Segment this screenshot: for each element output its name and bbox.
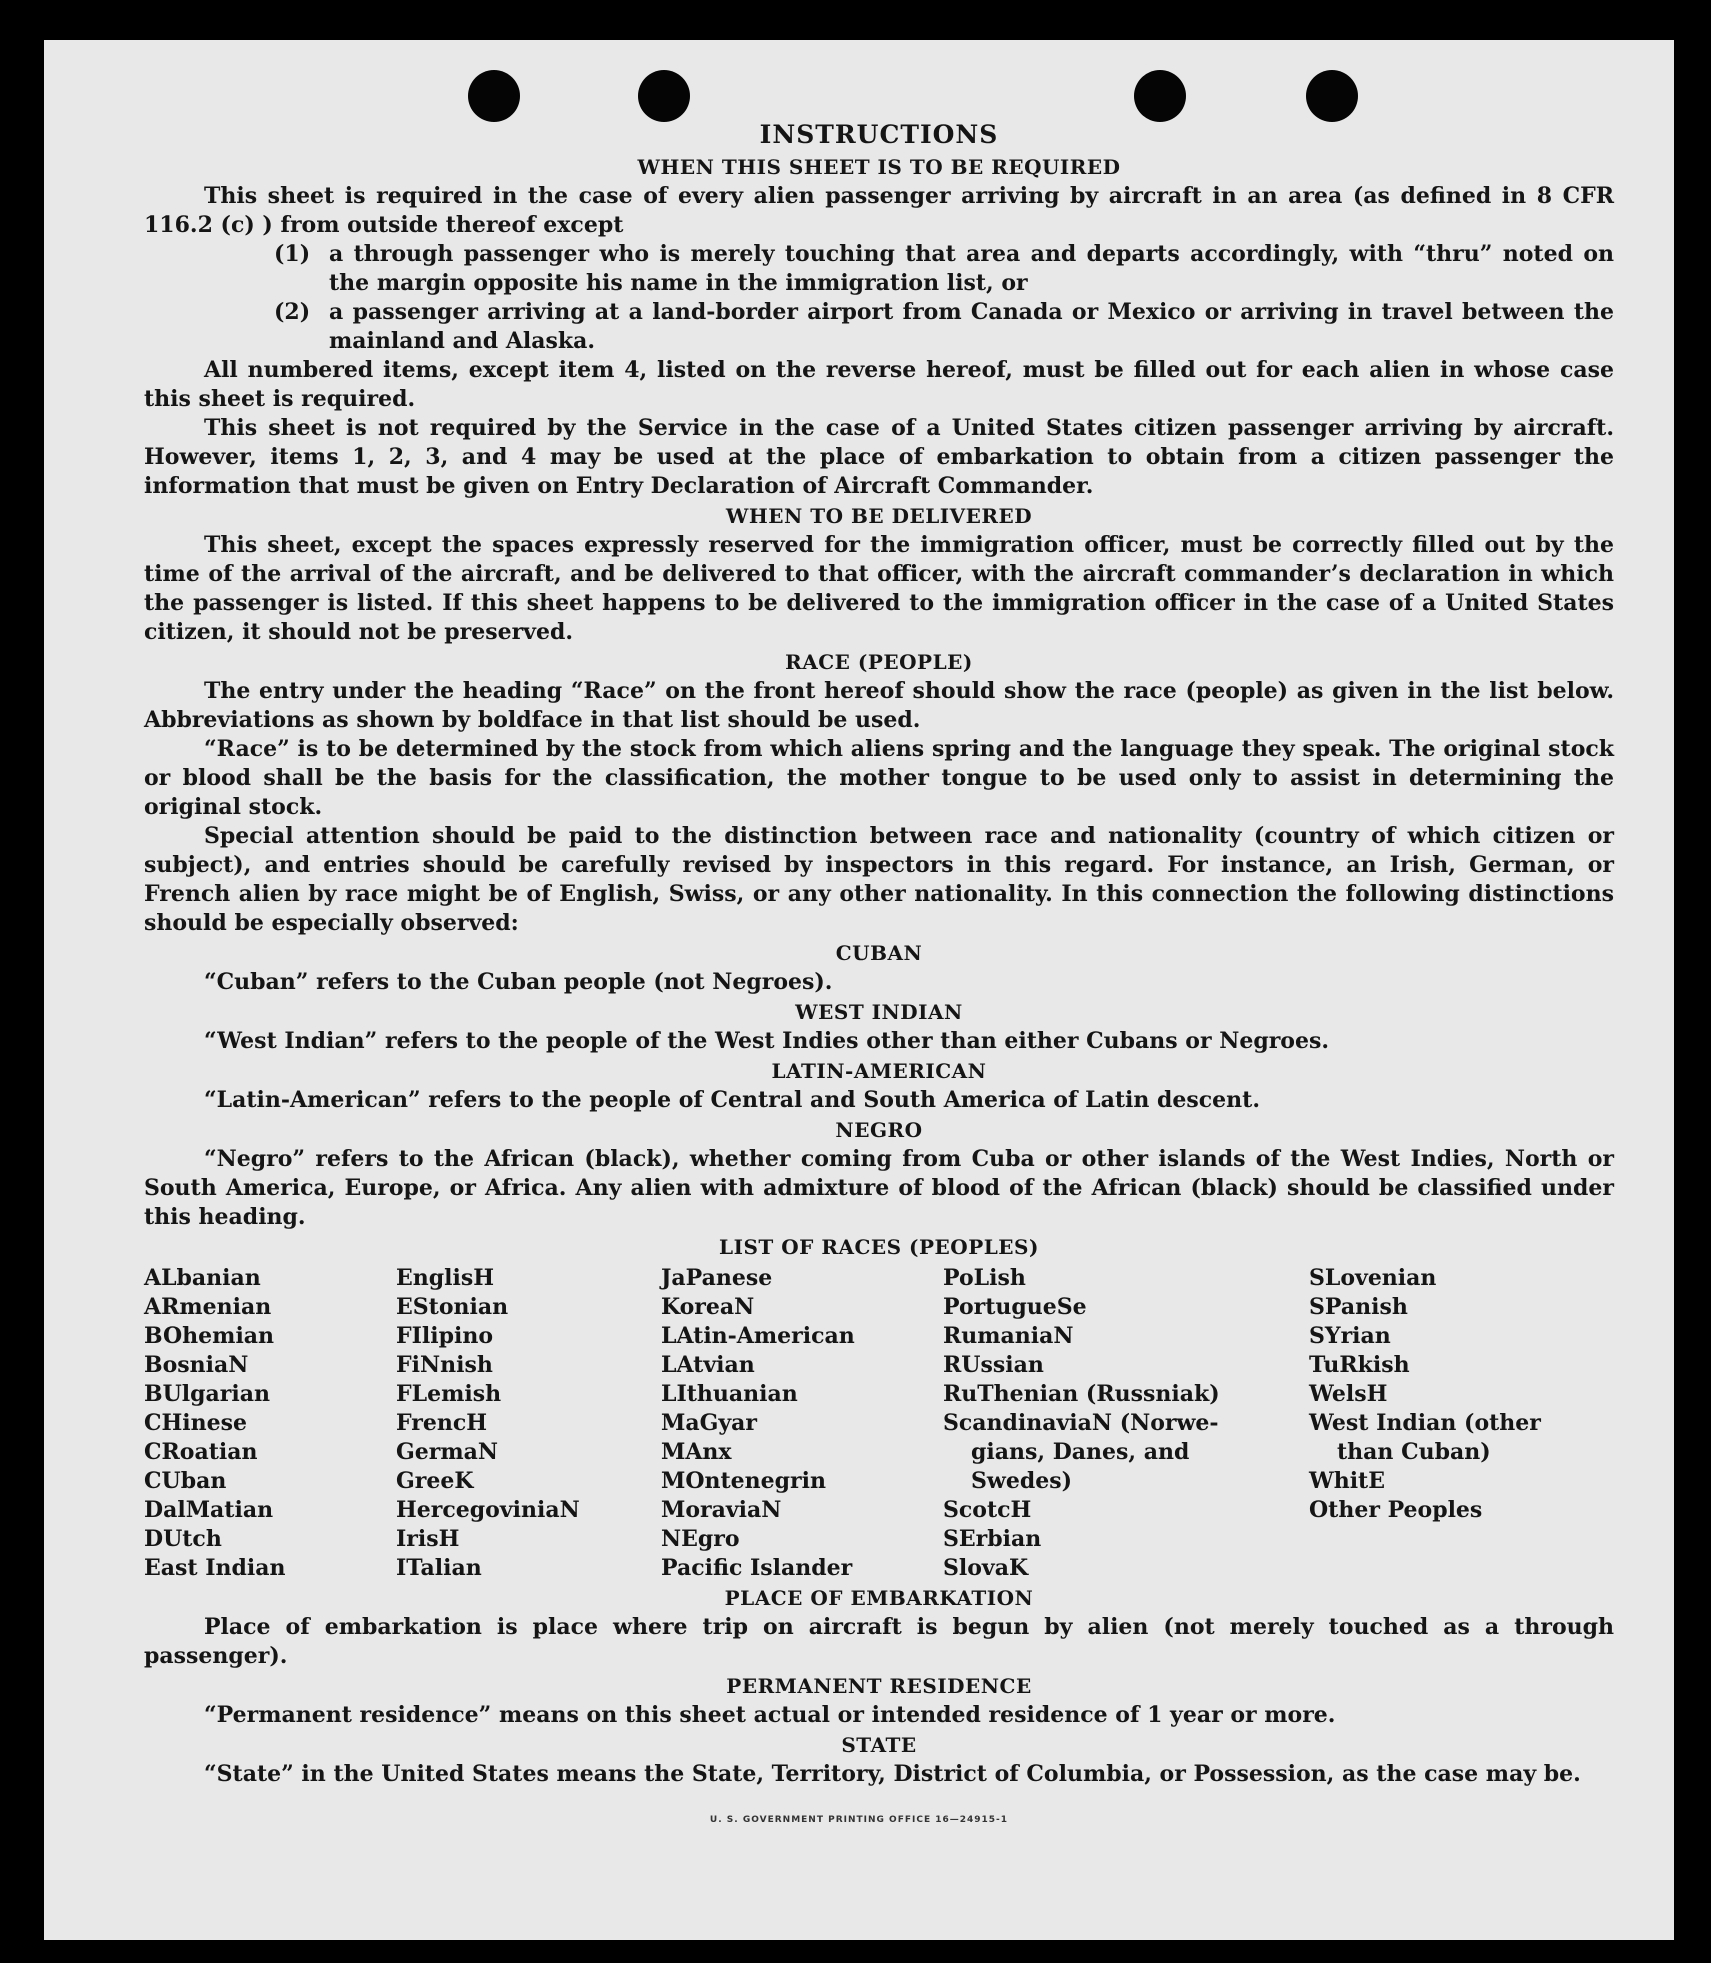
race-entry: Pacific Islander <box>661 1555 853 1581</box>
race-entry: ARmenian <box>144 1294 272 1320</box>
punch-hole <box>1306 70 1358 122</box>
race-entry: MOntenegrin <box>661 1468 826 1494</box>
section-heading: WEST INDIAN <box>795 1000 963 1024</box>
race-entry: FiNnish <box>396 1352 493 1378</box>
race-entry: WelsH <box>1309 1381 1388 1407</box>
race-entry: FIlipino <box>396 1323 494 1349</box>
race-entry: IrisH <box>396 1526 460 1552</box>
race-entry: Other Peoples <box>1309 1497 1483 1523</box>
race-entry: SYrian <box>1309 1323 1391 1349</box>
race-entry: gians, Danes, and <box>971 1439 1190 1465</box>
section-heading: RACE (PEOPLE) <box>785 650 973 674</box>
race-entry: MAnx <box>661 1439 732 1465</box>
race-entry: PoLish <box>943 1265 1026 1291</box>
race-column <box>943 1264 1309 1583</box>
section-heading: LATIN-AMERICAN <box>771 1059 987 1083</box>
race-entry: than Cuban) <box>1337 1439 1491 1465</box>
race-entry: RuThenian (Russniak) <box>943 1381 1220 1407</box>
race-entry: ScotcH <box>943 1497 1032 1523</box>
race-entry: BOhemian <box>144 1323 275 1349</box>
race-entry: East Indian <box>144 1555 286 1581</box>
race-entry: WhitE <box>1309 1468 1385 1494</box>
item-text: a passenger arriving at a land-border airport from Canada or Mexico or arriving in travel between the mainland and Alaska. <box>329 299 1614 354</box>
section-heading: NEGRO <box>835 1118 923 1142</box>
section-heading: WHEN THIS SHEET IS TO BE REQUIRED <box>637 155 1121 179</box>
race-entry: PortugueSe <box>943 1294 1087 1320</box>
race-entry: GermaN <box>396 1439 499 1465</box>
race-column <box>144 1264 396 1583</box>
race-entry: SlovaK <box>943 1555 1029 1581</box>
printer-imprint: U. S. GOVERNMENT PRINTING OFFICE 16—24915-1 <box>709 1815 1009 1825</box>
race-entry: SPanish <box>1309 1294 1408 1320</box>
item-number: (2) <box>274 299 311 325</box>
paragraph: Special attention should be paid to the distinction between race and nationality (country of which citizen or subject), and entries should be carefully revised by inspectors in this regard. For instance, an Irish, German, or French alien by race might be of English, Swiss, or any other nationality. In this connection the following distinctions should be especially observed: <box>144 823 1614 936</box>
paragraph: All numbered items, except item 4, listed on the reverse hereof, must be filled out for each alien in whose case this sheet is required. <box>144 357 1614 412</box>
paragraph: “Cuban” refers to the Cuban people (not Negroes). <box>204 969 833 995</box>
item-text: a through passenger who is merely touching that area and departs accordingly, with “thru” noted on the margin opposite his name in the immigration list, or <box>329 241 1614 296</box>
race-entry: JaPanese <box>661 1265 773 1291</box>
race-entry: LAtvian <box>661 1352 755 1378</box>
race-entry: FLemish <box>396 1381 502 1407</box>
race-entry: SErbian <box>943 1526 1042 1552</box>
race-entry: ALbanian <box>144 1265 261 1291</box>
paragraph: “West Indian” refers to the people of the West Indies other than either Cubans or Negroes. <box>204 1028 1330 1054</box>
list-item <box>274 240 1614 298</box>
race-entry: KoreaN <box>661 1294 755 1320</box>
exception-list <box>274 240 1614 356</box>
paragraph: This sheet is not required by the Service in the case of a United States citizen passenger arriving by aircraft. However, items 1, 2, 3, and 4 may be used at the place of embarkation to obtain from a citizen passenger the information that must be given on Entry Declaration of Aircraft Commander. <box>144 415 1614 499</box>
item-number: (1) <box>274 241 311 267</box>
race-entry: EStonian <box>396 1294 509 1320</box>
race-entry: SLovenian <box>1309 1265 1437 1291</box>
document-page <box>44 40 1674 1940</box>
race-entry: DalMatian <box>144 1497 274 1523</box>
paragraph: Place of embarkation is place where trip on aircraft is begun by alien (not merely touched as a through passenger). <box>144 1614 1614 1669</box>
paragraph: This sheet, except the spaces expressly reserved for the immigration officer, must be correctly filled out by the time of the arrival of the aircraft, and be delivered to that officer, with the aircraft commander’s declaration in which the passenger is listed. If this sheet happens to be delivered to the immigration officer in the case of a United States citizen, it should not be preserved. <box>144 532 1614 645</box>
race-column <box>661 1264 943 1583</box>
paragraph: “Latin-American” refers to the people of Central and South America of Latin descent. <box>204 1087 1260 1113</box>
race-entry: HercegoviniaN <box>396 1497 580 1523</box>
race-entry: RUssian <box>943 1352 1044 1378</box>
race-entry: GreeK <box>396 1468 474 1494</box>
section-heading: PERMANENT RESIDENCE <box>726 1674 1032 1698</box>
race-entry: DUtch <box>144 1526 222 1552</box>
race-entry: RumaniaN <box>943 1323 1074 1349</box>
race-entry: CHinese <box>144 1410 248 1436</box>
race-entry: LAtin-American <box>661 1323 855 1349</box>
punch-hole <box>468 70 520 122</box>
race-entry: ScandinaviaN (Norwe- <box>943 1410 1219 1436</box>
paragraph: “State” in the United States means the State, Territory, District of Columbia, or Possession, as the case may be. <box>204 1761 1581 1787</box>
section-heading: PLACE OF EMBARKATION <box>724 1586 1034 1610</box>
race-entry: BUlgarian <box>144 1381 270 1407</box>
paragraph: “Permanent residence” means on this sheet actual or intended residence of 1 year or more. <box>204 1702 1336 1728</box>
section-heading: LIST OF RACES (PEOPLES) <box>719 1235 1039 1259</box>
race-entry: BosniaN <box>144 1352 249 1378</box>
race-entry: LIthuanian <box>661 1381 798 1407</box>
page-title: INSTRUCTIONS <box>759 120 999 149</box>
race-entry: CRoatian <box>144 1439 258 1465</box>
race-entry: TuRkish <box>1309 1352 1410 1378</box>
race-entry: CUban <box>144 1468 227 1494</box>
section-heading: CUBAN <box>835 941 923 965</box>
race-entry: EnglisH <box>396 1265 495 1291</box>
race-entry: MaGyar <box>661 1410 758 1436</box>
race-column <box>396 1264 661 1583</box>
punch-hole <box>1134 70 1186 122</box>
race-column <box>1309 1264 1609 1583</box>
race-entry: Swedes) <box>971 1468 1072 1494</box>
race-entry: FrencH <box>396 1410 487 1436</box>
paragraph: “Negro” refers to the African (black), whether coming from Cuba or other islands of the West Indies, North or South America, Europe, or Africa. Any alien with admixture of blood of the African (black) should be classified under this heading. <box>144 1146 1614 1230</box>
list-item <box>274 298 1614 356</box>
race-entry: West Indian (other <box>1309 1410 1541 1436</box>
race-entry: MoraviaN <box>661 1497 782 1523</box>
race-entry: ITalian <box>396 1555 482 1581</box>
punch-hole <box>638 70 690 122</box>
section-heading: STATE <box>841 1733 917 1757</box>
race-entry: NEgro <box>661 1526 740 1552</box>
section-heading: WHEN TO BE DELIVERED <box>725 504 1033 528</box>
paragraph: “Race” is to be determined by the stock from which aliens spring and the language they speak. The original stock or blood shall be the basis for the classification, the mother tongue to be used only to assist in determining the original stock. <box>144 736 1614 820</box>
instructions-body <box>144 118 1614 1789</box>
paragraph: This sheet is required in the case of every alien passenger arriving by aircraft in an area (as defined in 8 CFR 116.2 (c) ) from outside thereof except <box>144 183 1614 238</box>
race-list <box>144 1264 1614 1583</box>
paragraph: The entry under the heading “Race” on the front hereof should show the race (people) as given in the list below. Abbreviations as shown by boldface in that list should be used. <box>144 678 1614 733</box>
